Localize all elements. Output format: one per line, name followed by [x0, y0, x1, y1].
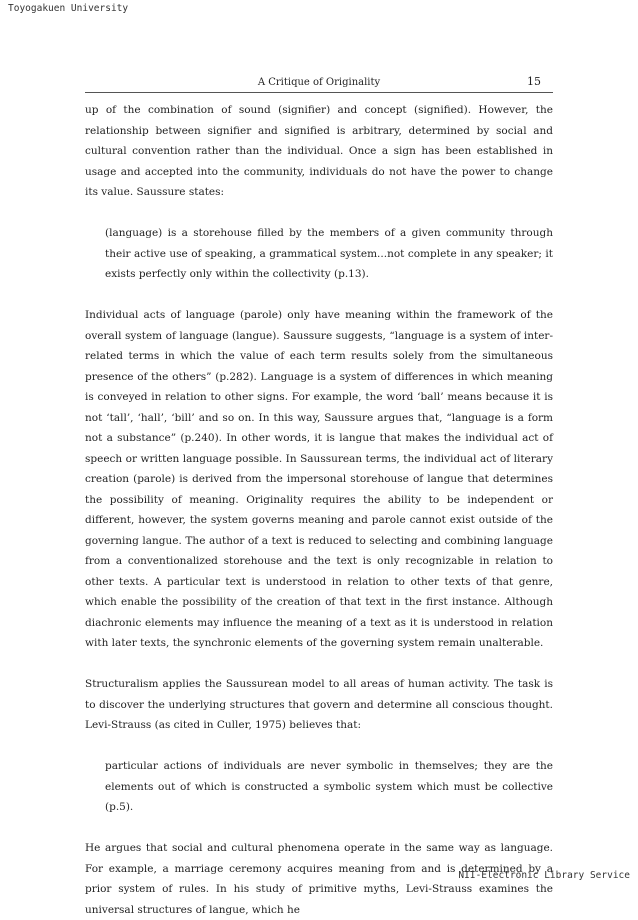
page-number: 15	[527, 75, 541, 88]
paragraph-gap	[85, 654, 553, 675]
block-quote: (language) is a storehouse filled by the members of a given community through their active use of speaking, a grammatical system...not complete in any speaker; it exists perfectly only within the collectivity (p.13).	[105, 227, 553, 280]
paragraph-gap	[85, 285, 553, 306]
library-service-watermark: NII-Electronic Library Service	[458, 870, 630, 881]
running-title: A Critique of Originality	[257, 77, 381, 88]
paragraph: Structuralism applies the Saussurean model to all areas of human activity. The task is to discover the underlying structures that govern and determine all conscious thought. Levi-Strauss (as cited in Culler, 1975) believes that:	[85, 678, 553, 731]
paragraph-gap	[85, 818, 553, 839]
body-text	[85, 100, 553, 920]
paragraph: up of the combination of sound (signifier) and concept (signified). However, the relationship between signifier and signified is arbitrary, determined by social and cultural convention rather than the individual. Once a sign has been established in usage and accepted into the community, individuals do not have the power to change its value. Saussure states:	[85, 104, 553, 198]
running-header	[85, 74, 553, 93]
block-quote: particular actions of individuals are never symbolic in themselves; they are the elements out of which is constructed a symbolic system which must be collective (p.5).	[105, 760, 553, 813]
institution-watermark: Toyogakuen University	[8, 3, 129, 14]
paragraph: He argues that social and cultural phenomena operate in the same way as language. For example, a marriage ceremony acquires meaning from and is determined by a prior system of rules. In his study of primitive myths, Levi-Strauss examines the universal structures of langue, which he	[85, 842, 553, 916]
paragraph-gap	[85, 736, 553, 757]
paragraph: Individual acts of language (parole) only have meaning within the framework of the overall system of language (langue). Saussure suggests, “language is a system of inter-related terms in which the value of each term results solely from the simultaneous presence of the others” (p.282). Language is a system of differences in which meaning is conveyed in relation to other signs. For example, the word ‘ball’ means because it is not ‘tall’, ‘hall’, ‘bill’ and so on. In this way, Saussure argues that, “language is a form not a substance” (p.240). In other words, it is langue that makes the individual act of speech or written language possible. In Saussurean terms, the individual act of literary creation (parole) is derived from the impersonal storehouse of langue that determines the possibility of meaning. Originality requires the ability to be independent or different, however, the system governs meaning and parole cannot exist outside of the governing langue. The author of a text is reduced to selecting and combining language from a conventionalized storehouse and the text is only recognizable in relation to other texts. A particular text is understood in relation to other texts of that genre, which enable the possibility of the creation of that text in the first instance. Although diachronic elements may influence the meaning of a text as it is understood in relation with later texts, the synchronic elements of the governing system remain unalterable.	[85, 309, 553, 649]
paragraph-gap	[85, 203, 553, 224]
